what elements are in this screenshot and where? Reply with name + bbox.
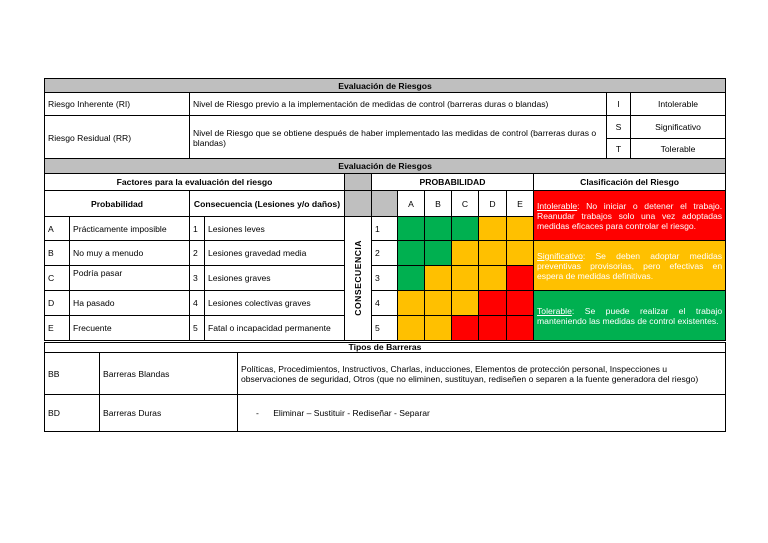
matrix-col-label: B: [425, 191, 452, 217]
barriers-table: [44, 342, 726, 432]
cons-code: 4: [190, 291, 205, 316]
matrix-col-label: C: [452, 191, 479, 217]
classification-intolerable: [534, 191, 726, 241]
matrix-cell: [452, 291, 479, 316]
matrix-corner: [345, 191, 372, 217]
risk-intro-table: [44, 78, 726, 160]
risk-evaluation-table: [44, 158, 726, 341]
rr-label: Riesgo Residual (RR): [45, 116, 190, 160]
barrier-description: - Eliminar – Sustituir - Rediseñar - Separar: [238, 395, 726, 432]
prob-label: Ha pasado: [70, 291, 190, 316]
factors-header: Factores para la evaluación del riesgo: [45, 174, 345, 191]
main-title: Evaluación de Riesgos: [45, 79, 726, 93]
prob-code: D: [45, 291, 70, 316]
consecuencia-header: Consecuencia (Lesiones y/o daños): [190, 191, 345, 217]
section-title: Evaluación de Riesgos: [45, 159, 726, 174]
matrix-row-label: 3: [372, 266, 398, 291]
matrix-cell: [507, 217, 534, 241]
matrix-cell: [425, 316, 452, 341]
classification-significativo: [534, 241, 726, 291]
significativo-text: : Se deben adoptar medidas preventivas provisorias, pero efectivas en espera de medidas definitivas.: [537, 250, 723, 281]
cons-label: Lesiones gravedad media: [205, 241, 345, 266]
consecuencia-axis-label: CONSECUENCIA: [353, 239, 363, 316]
matrix-cell: [398, 241, 425, 266]
matrix-row-label: 2: [372, 241, 398, 266]
matrix-cell: [479, 291, 507, 316]
level-code: S: [607, 116, 631, 139]
matrix-col-label: A: [398, 191, 425, 217]
matrix-cell: [507, 291, 534, 316]
ri-description: Nivel de Riesgo previo a la implementación de medidas de control (barreras duras o blandas): [190, 93, 607, 116]
matrix-cell: [452, 217, 479, 241]
matrix-cell: [479, 241, 507, 266]
prob-code: E: [45, 316, 70, 341]
prob-label: No muy a menudo: [70, 241, 190, 266]
level-name: Tolerable: [631, 139, 726, 160]
level-name: Significativo: [631, 116, 726, 139]
level-code: T: [607, 139, 631, 160]
matrix-corner: [372, 191, 398, 217]
cons-label: Lesiones graves: [205, 266, 345, 291]
matrix-cell: [479, 217, 507, 241]
matrix-cell: [507, 241, 534, 266]
barrier-name: Barreras Duras: [100, 395, 238, 432]
barriers-header: Tipos de Barreras: [45, 343, 726, 353]
tolerable-term: Tolerable: [537, 305, 572, 316]
classification-tolerable: [534, 291, 726, 341]
classification-header: Clasificación del Riesgo: [534, 174, 726, 191]
rr-description: Nivel de Riesgo que se obtiene después de haber implementado las medidas de control (barreras duras o blandas): [190, 116, 607, 160]
prob-code: B: [45, 241, 70, 266]
matrix-row-label: 5: [372, 316, 398, 341]
matrix-cell: [398, 217, 425, 241]
probabilidad-matrix-header: PROBABILIDAD: [372, 174, 534, 191]
probabilidad-header: Probabilidad: [45, 191, 190, 217]
matrix-cell: [398, 266, 425, 291]
prob-label: Podría pasar: [70, 266, 190, 291]
cons-label: Fatal o incapacidad permanente: [205, 316, 345, 341]
cons-label: Lesiones leves: [205, 217, 345, 241]
matrix-cell: [398, 316, 425, 341]
matrix-col-label: D: [479, 191, 507, 217]
barrier-description: Políticas, Procedimientos, Instructivos, Charlas, inducciones, Elementos de protección personal, Inspecciones u observaciones de seguridad, Otros (que no eliminen, sustituyan, rediseñen o separen a la fuente generadora del riesgo): [238, 353, 726, 395]
matrix-cell: [507, 266, 534, 291]
intolerable-term: Intolerable: [537, 200, 578, 211]
prob-label: Prácticamente imposible: [70, 217, 190, 241]
level-code: I: [607, 93, 631, 116]
matrix-cell: [452, 241, 479, 266]
tolerable-text: : Se puede realizar el trabajo manteniendo las medidas de control existentes.: [537, 305, 723, 326]
matrix-cell: [452, 266, 479, 291]
matrix-corner: [345, 174, 372, 191]
cons-code: 1: [190, 217, 205, 241]
prob-code: A: [45, 217, 70, 241]
barrier-code: BD: [45, 395, 100, 432]
matrix-cell: [425, 241, 452, 266]
prob-label: Frecuente: [70, 316, 190, 341]
significativo-term: Significativo: [537, 250, 583, 261]
matrix-cell: [425, 266, 452, 291]
matrix-cell: [425, 291, 452, 316]
barrier-code: BB: [45, 353, 100, 395]
ri-label: Riesgo Inherente (RI): [45, 93, 190, 116]
matrix-cell: [479, 266, 507, 291]
matrix-cell: [452, 316, 479, 341]
matrix-cell: [398, 291, 425, 316]
level-name: Intolerable: [631, 93, 726, 116]
consecuencia-axis: [345, 217, 372, 341]
cons-code: 3: [190, 266, 205, 291]
matrix-row-label: 1: [372, 217, 398, 241]
matrix-cell: [479, 316, 507, 341]
prob-code: C: [45, 266, 70, 291]
barrier-name: Barreras Blandas: [100, 353, 238, 395]
intolerable-text: : No iniciar o detener el trabajo. Reanudar trabajos solo una vez adoptadas medidas eficaces para controlar el riesgo.: [537, 200, 723, 231]
matrix-row-label: 4: [372, 291, 398, 316]
cons-code: 5: [190, 316, 205, 341]
cons-label: Lesiones colectivas graves: [205, 291, 345, 316]
matrix-col-label: E: [507, 191, 534, 217]
matrix-cell: [425, 217, 452, 241]
cons-code: 2: [190, 241, 205, 266]
matrix-cell: [507, 316, 534, 341]
